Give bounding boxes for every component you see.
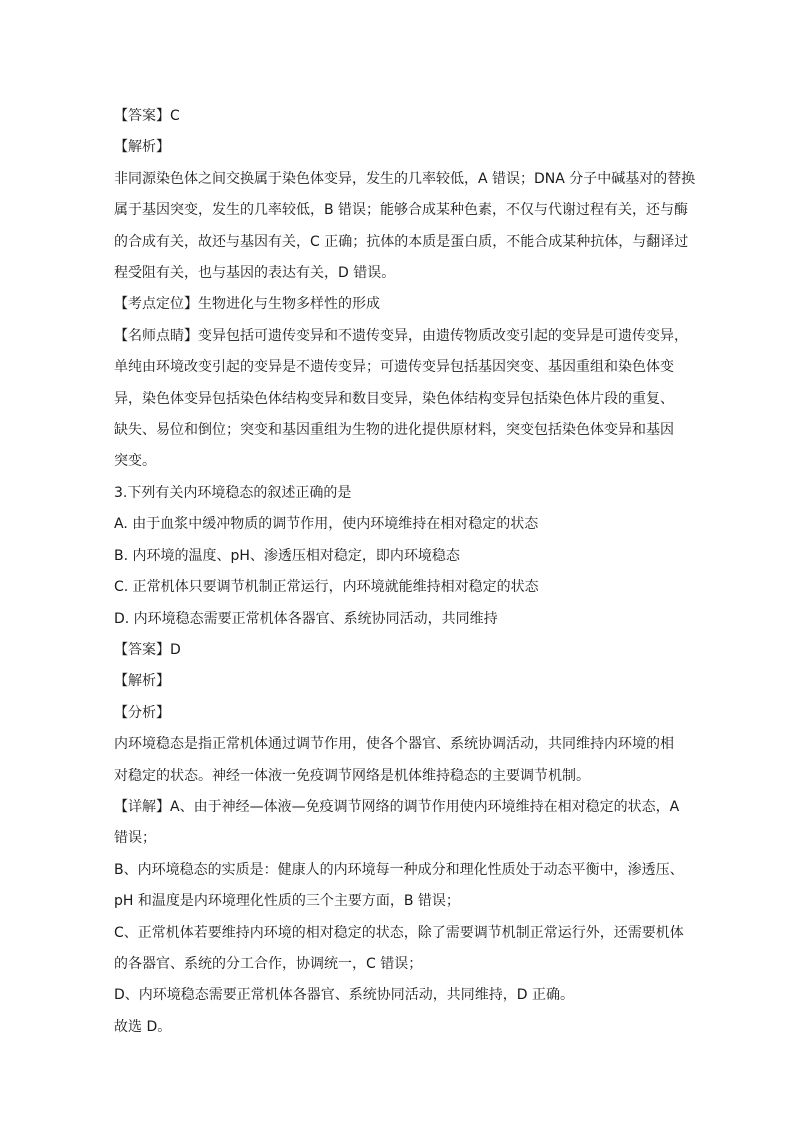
analysis-heading-1: 【解析】: [114, 139, 170, 156]
teacher-comment-line: 异，染色体变异包括染色体结构变异和数目变异，染色体结构变异包括染色体片段的重复、: [114, 390, 674, 407]
detail-text-line: 【详解】A、由于神经—体液—免疫调节网络的调节作用使内环境维持在相对稳定的状态，A: [114, 798, 680, 815]
detail-text-line: B、内环境稳态的实质是：健康人的内环境每一种成分和理化性质处于动态平衡中，渗透压、: [114, 861, 684, 878]
detail-text-line: C、正常机体若要维持内环境的相对稳定的状态，除了需要调节机制正常运行外，还需要机体: [114, 924, 684, 941]
analysis-text-line: 程受阻有关，也与基因的表达有关，D 错误。: [114, 265, 396, 282]
answer-label-1: 【答案】C: [114, 108, 180, 124]
teacher-comment-line: 突变。: [114, 453, 156, 470]
analysis-text-line: 属于基因突变，发生的几率较低，B 错误；能够合成某种色素，不仅与代谢过程有关，还与酶: [114, 202, 689, 219]
detail-text-line: pH 和温度是内环境理化性质的三个主要方面，B 错误；: [114, 893, 460, 910]
analysis-text-line: 对稳定的状态。神经一体液一免疫调节网络是机体维持稳态的主要调节机制。: [114, 767, 590, 784]
knowledge-point: 【考点定位】生物进化与生物多样性的形成: [114, 296, 380, 313]
teacher-comment-line: 单纯由环境改变引起的变异是不遗传变异；可遗传变异包括基因突变、基因重组和染色体变: [114, 359, 674, 376]
analysis-heading-2: 【解析】: [114, 673, 170, 690]
answer-label-2: 【答案】D: [114, 641, 181, 658]
option-b: B. 内环境的温度、pH、渗透压相对稳定，即内环境稳态: [114, 547, 460, 564]
final-answer: 故选 D。: [114, 1018, 172, 1035]
detail-text-line: 错误；: [114, 830, 156, 847]
option-a: A. 由于血浆中缓冲物质的调节作用，使内环境维持在相对稳定的状态: [114, 516, 539, 533]
teacher-comment-line: 【名师点睛】变异包括可遗传变异和不遗传变异，由遗传物质改变引起的变异是可遗传变异，: [114, 327, 688, 344]
detail-text-line: 的各器官、系统的分工合作，协调统一，C 错误；: [114, 955, 423, 972]
option-c: C. 正常机体只要调节机制正常运行，内环境就能维持相对稳定的状态: [114, 579, 539, 596]
question-3-stem: 3.下列有关内环境稳态的叙述正确的是: [114, 484, 352, 501]
option-d: D. 内环境稳态需要正常机体各器官、系统协同活动，共同维持: [114, 610, 498, 627]
analysis-text-line: 内环境稳态是指正常机体通过调节作用，使各个器官、系统协调活动，共同维持内环境的相: [114, 736, 674, 753]
detail-text-line: D、内环境稳态需要正常机体各器官、系统协同活动，共同维持，D 正确。: [114, 987, 575, 1004]
analysis-text-line: 非同源染色体之间交换属于染色体变异，发生的几率较低，A 错误；DNA 分子中碱基对的替换: [114, 170, 696, 187]
teacher-comment-line: 缺失、易位和倒位；突变和基因重组为生物的进化提供原材料，突变包括染色体变异和基因: [114, 422, 674, 439]
analysis-text-line: 的合成有关，故还与基因有关，C 正确；抗体的本质是蛋白质，不能合成某种抗体，与翻译过: [114, 233, 689, 250]
analysis-subheading: 【分析】: [114, 704, 170, 721]
